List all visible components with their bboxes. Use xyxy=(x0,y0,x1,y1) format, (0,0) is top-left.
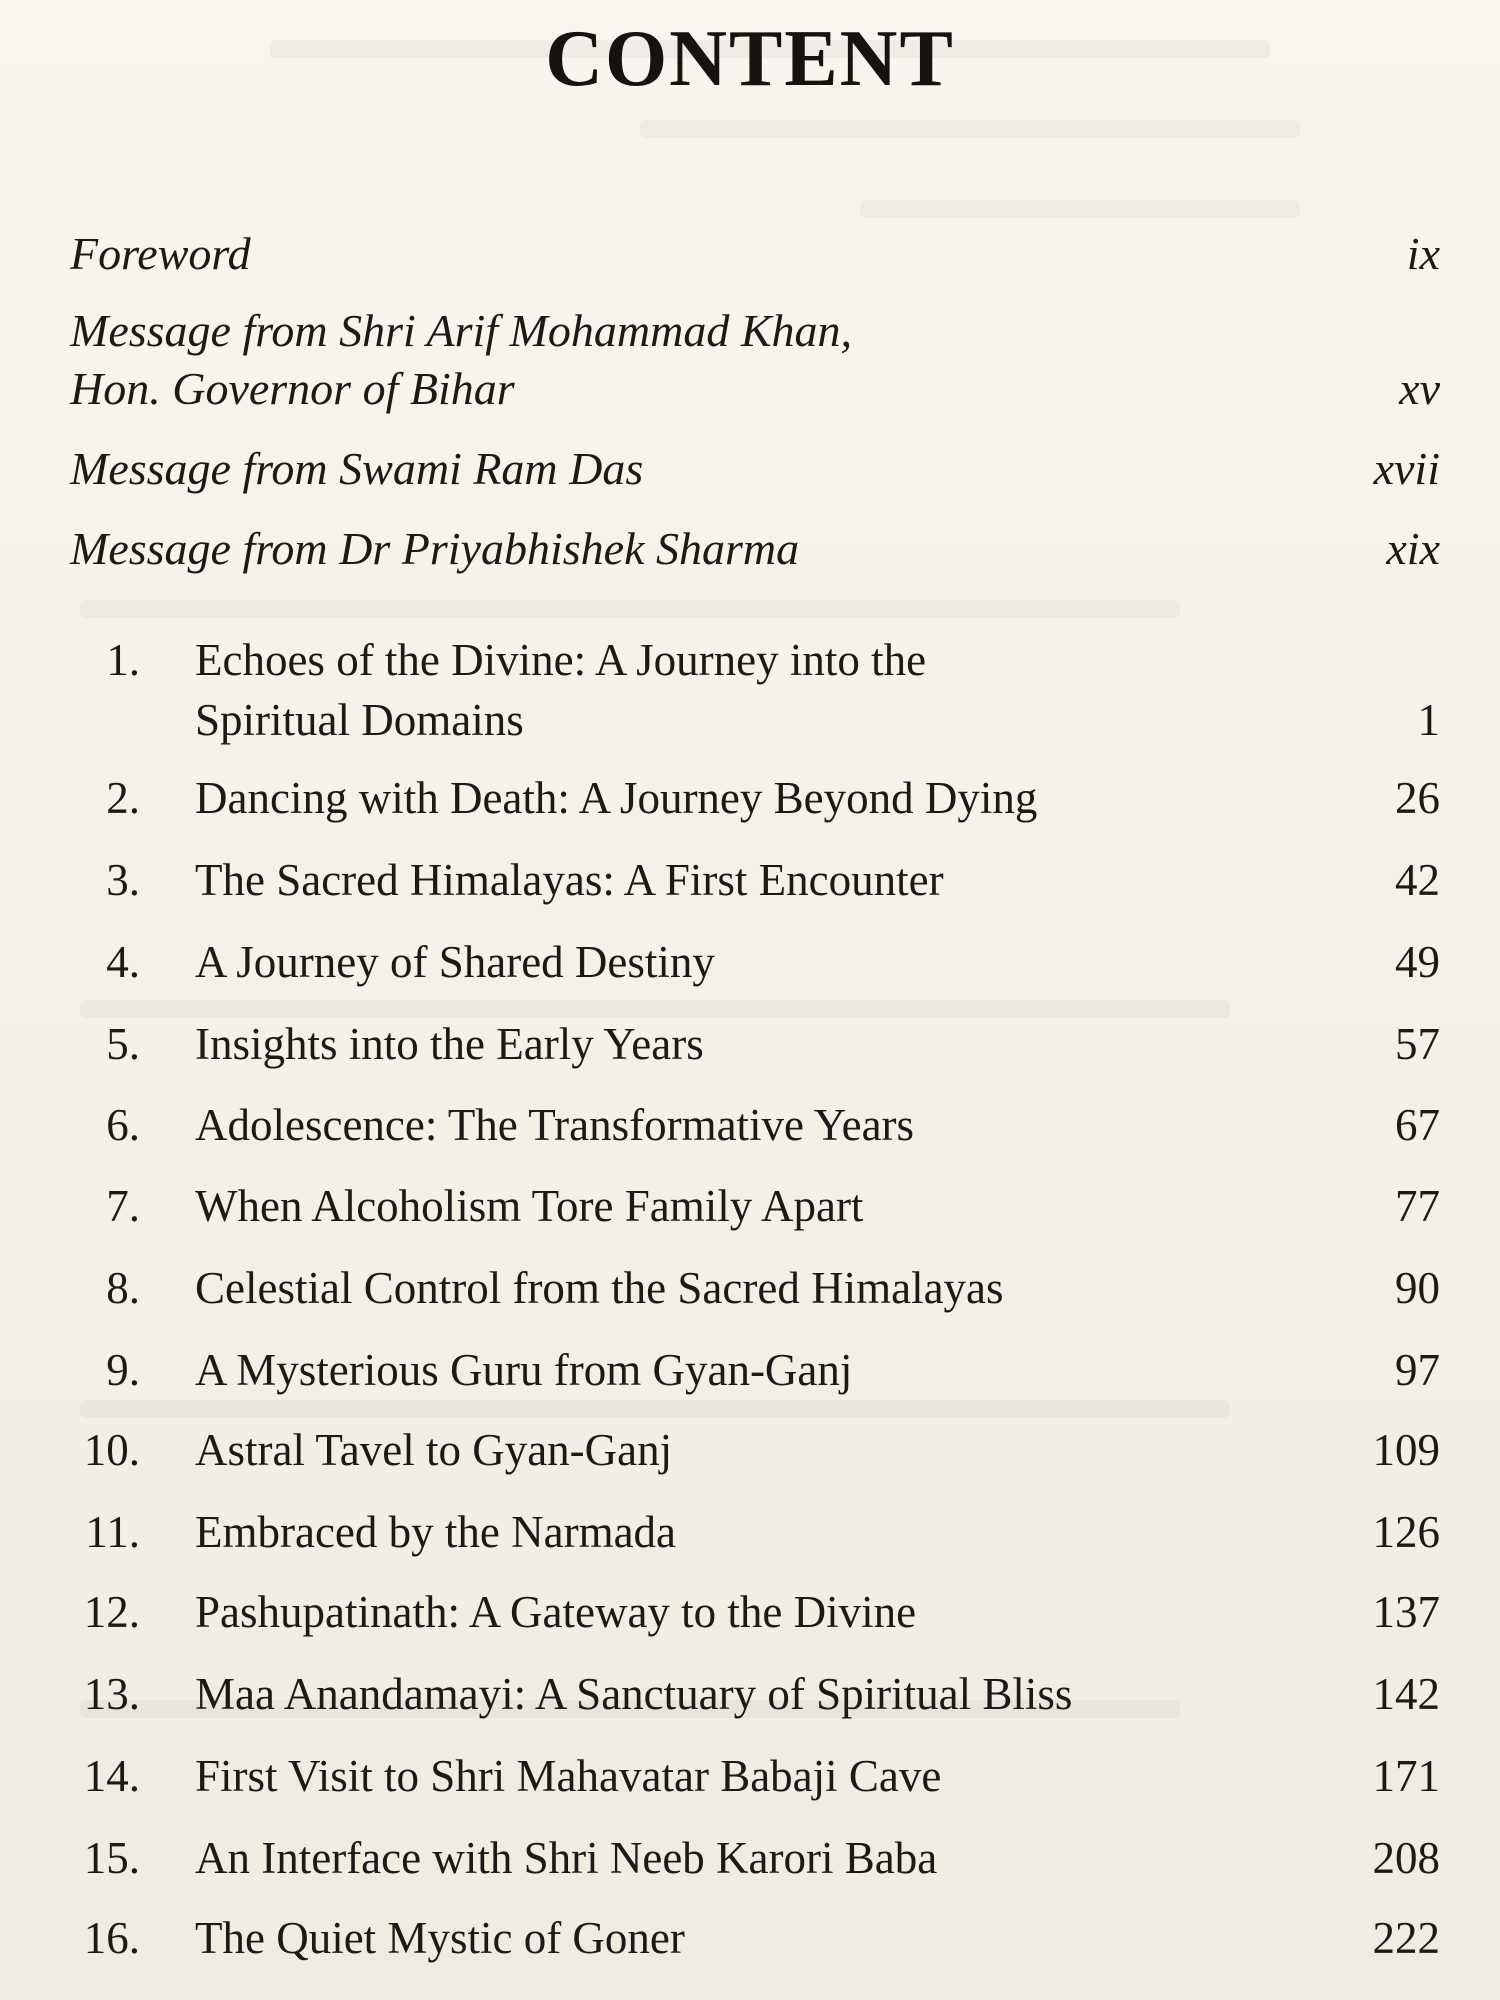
chapter-title xyxy=(195,1908,1245,1968)
chapter-title-line: Maa Anandamayi: A Sanctuary of Spiritual Bliss xyxy=(195,1669,1073,1719)
chapter-title-line: Embraced by the Narmada xyxy=(195,1507,677,1557)
chapter-page-number: 126 xyxy=(1372,1507,1440,1557)
chapter-page-number: 90 xyxy=(1395,1263,1440,1313)
chapter-number: 2. xyxy=(106,773,140,823)
front-matter-item xyxy=(70,440,1440,498)
chapter-page-number: 42 xyxy=(1395,855,1440,905)
chapter-page-number: 57 xyxy=(1395,1019,1440,1069)
chapter-number: 5. xyxy=(106,1019,140,1069)
bleed-through xyxy=(640,120,1300,138)
chapter-title-line: Celestial Control from the Sacred Himalayas xyxy=(195,1263,1004,1313)
chapter-title-line: Dancing with Death: A Journey Beyond Dying xyxy=(195,773,1038,823)
chapter-row xyxy=(70,1420,1440,1480)
chapter-row xyxy=(70,1340,1440,1400)
chapter-row xyxy=(70,1502,1440,1562)
chapter-page-number: 1 xyxy=(1417,695,1440,745)
chapter-row xyxy=(70,1828,1440,1888)
front-matter-label xyxy=(70,302,852,418)
chapter-number: 7. xyxy=(106,1181,140,1231)
chapter-row xyxy=(70,1095,1440,1155)
chapter-title xyxy=(195,850,1245,910)
chapter-number: 14. xyxy=(83,1751,140,1801)
chapter-row xyxy=(70,1746,1440,1806)
chapter-row xyxy=(70,1664,1440,1724)
chapter-number: 1. xyxy=(106,635,140,685)
chapter-title-line: An Interface with Shri Neeb Karori Baba xyxy=(195,1833,938,1883)
chapter-title-line: Insights into the Early Years xyxy=(195,1019,704,1069)
chapter-row xyxy=(70,1176,1440,1236)
chapter-title xyxy=(195,630,1245,750)
chapter-title xyxy=(195,1014,1245,1074)
chapter-title-line: Adolescence: The Transformative Years xyxy=(195,1100,915,1150)
chapter-title xyxy=(195,1664,1245,1724)
chapter-title-line: Pashupatinath: A Gateway to the Divine xyxy=(195,1587,917,1637)
chapter-title-line: When Alcoholism Tore Family Apart xyxy=(195,1181,864,1231)
front-matter-line: Foreword xyxy=(70,228,251,279)
chapter-title xyxy=(195,768,1245,828)
chapter-title xyxy=(195,1095,1245,1155)
chapter-title-line: A Journey of Shared Destiny xyxy=(195,937,715,987)
front-matter-line: Message from Shri Arif Mohammad Khan, xyxy=(70,305,852,356)
front-matter-line: Hon. Governor of Bihar xyxy=(70,363,515,414)
chapter-row xyxy=(70,850,1440,910)
front-matter-line: Message from Swami Ram Das xyxy=(70,443,644,494)
front-matter-page-number: xv xyxy=(1399,363,1440,414)
chapter-number: 3. xyxy=(106,855,140,905)
chapter-page-number: 208 xyxy=(1372,1833,1440,1883)
chapter-number: 11. xyxy=(85,1507,140,1557)
chapter-title xyxy=(195,932,1245,992)
chapter-row xyxy=(70,1258,1440,1318)
front-matter-item xyxy=(70,302,1440,418)
chapter-number: 6. xyxy=(106,1100,140,1150)
chapter-page-number: 49 xyxy=(1395,937,1440,987)
chapter-row xyxy=(70,932,1440,992)
bleed-through xyxy=(80,600,1180,618)
chapter-number: 10. xyxy=(83,1425,140,1475)
chapter-row xyxy=(70,1014,1440,1074)
chapter-title xyxy=(195,1420,1245,1480)
front-matter-label xyxy=(70,440,643,498)
chapter-row xyxy=(70,1908,1440,1968)
chapter-title xyxy=(195,1340,1245,1400)
chapter-page-number: 222 xyxy=(1372,1913,1440,1963)
chapter-number: 4. xyxy=(106,937,140,987)
chapter-title xyxy=(195,1502,1245,1562)
chapter-row xyxy=(70,630,1440,750)
chapter-page-number: 77 xyxy=(1395,1181,1440,1231)
chapter-page-number: 142 xyxy=(1372,1669,1440,1719)
chapter-title xyxy=(195,1176,1245,1236)
front-matter-label xyxy=(70,520,799,578)
chapter-row xyxy=(70,768,1440,828)
chapter-number: 16. xyxy=(83,1913,140,1963)
bleed-through xyxy=(80,1400,1230,1418)
front-matter-page-number: xvii xyxy=(1373,443,1440,494)
bleed-through xyxy=(860,200,1300,218)
chapter-title xyxy=(195,1828,1245,1888)
chapter-number: 12. xyxy=(83,1587,140,1637)
front-matter-page-number: xix xyxy=(1386,523,1440,574)
chapter-title-line: Echoes of the Divine: A Journey into the xyxy=(195,635,927,685)
page-title: CONTENT xyxy=(545,15,955,103)
front-matter-line: Message from Dr Priyabhishek Sharma xyxy=(70,523,800,574)
front-matter-item xyxy=(70,225,1440,283)
chapter-page-number: 67 xyxy=(1395,1100,1440,1150)
chapter-number: 13. xyxy=(83,1669,140,1719)
chapter-row xyxy=(70,1582,1440,1642)
chapter-page-number: 109 xyxy=(1372,1425,1440,1475)
chapter-page-number: 137 xyxy=(1372,1587,1440,1637)
chapter-title xyxy=(195,1258,1245,1318)
chapter-title-line: The Sacred Himalayas: A First Encounter xyxy=(195,855,944,905)
chapter-page-number: 26 xyxy=(1395,773,1440,823)
front-matter-label xyxy=(70,225,251,283)
chapter-title xyxy=(195,1746,1245,1806)
chapter-number: 8. xyxy=(106,1263,140,1313)
chapter-number: 9. xyxy=(106,1345,140,1395)
chapter-number: 15. xyxy=(83,1833,140,1883)
chapter-page-number: 171 xyxy=(1372,1751,1440,1801)
chapter-title-line: Astral Tavel to Gyan-Ganj xyxy=(195,1425,673,1475)
chapter-title-line: First Visit to Shri Mahavatar Babaji Cave xyxy=(195,1751,942,1801)
chapter-title-line: A Mysterious Guru from Gyan-Ganj xyxy=(195,1345,853,1395)
chapter-title-line: The Quiet Mystic of Goner xyxy=(195,1913,685,1963)
front-matter-page-number: ix xyxy=(1406,228,1440,279)
chapter-title-line: Spiritual Domains xyxy=(195,695,524,745)
chapter-title xyxy=(195,1582,1245,1642)
chapter-page-number: 97 xyxy=(1395,1345,1440,1395)
front-matter-item xyxy=(70,520,1440,578)
